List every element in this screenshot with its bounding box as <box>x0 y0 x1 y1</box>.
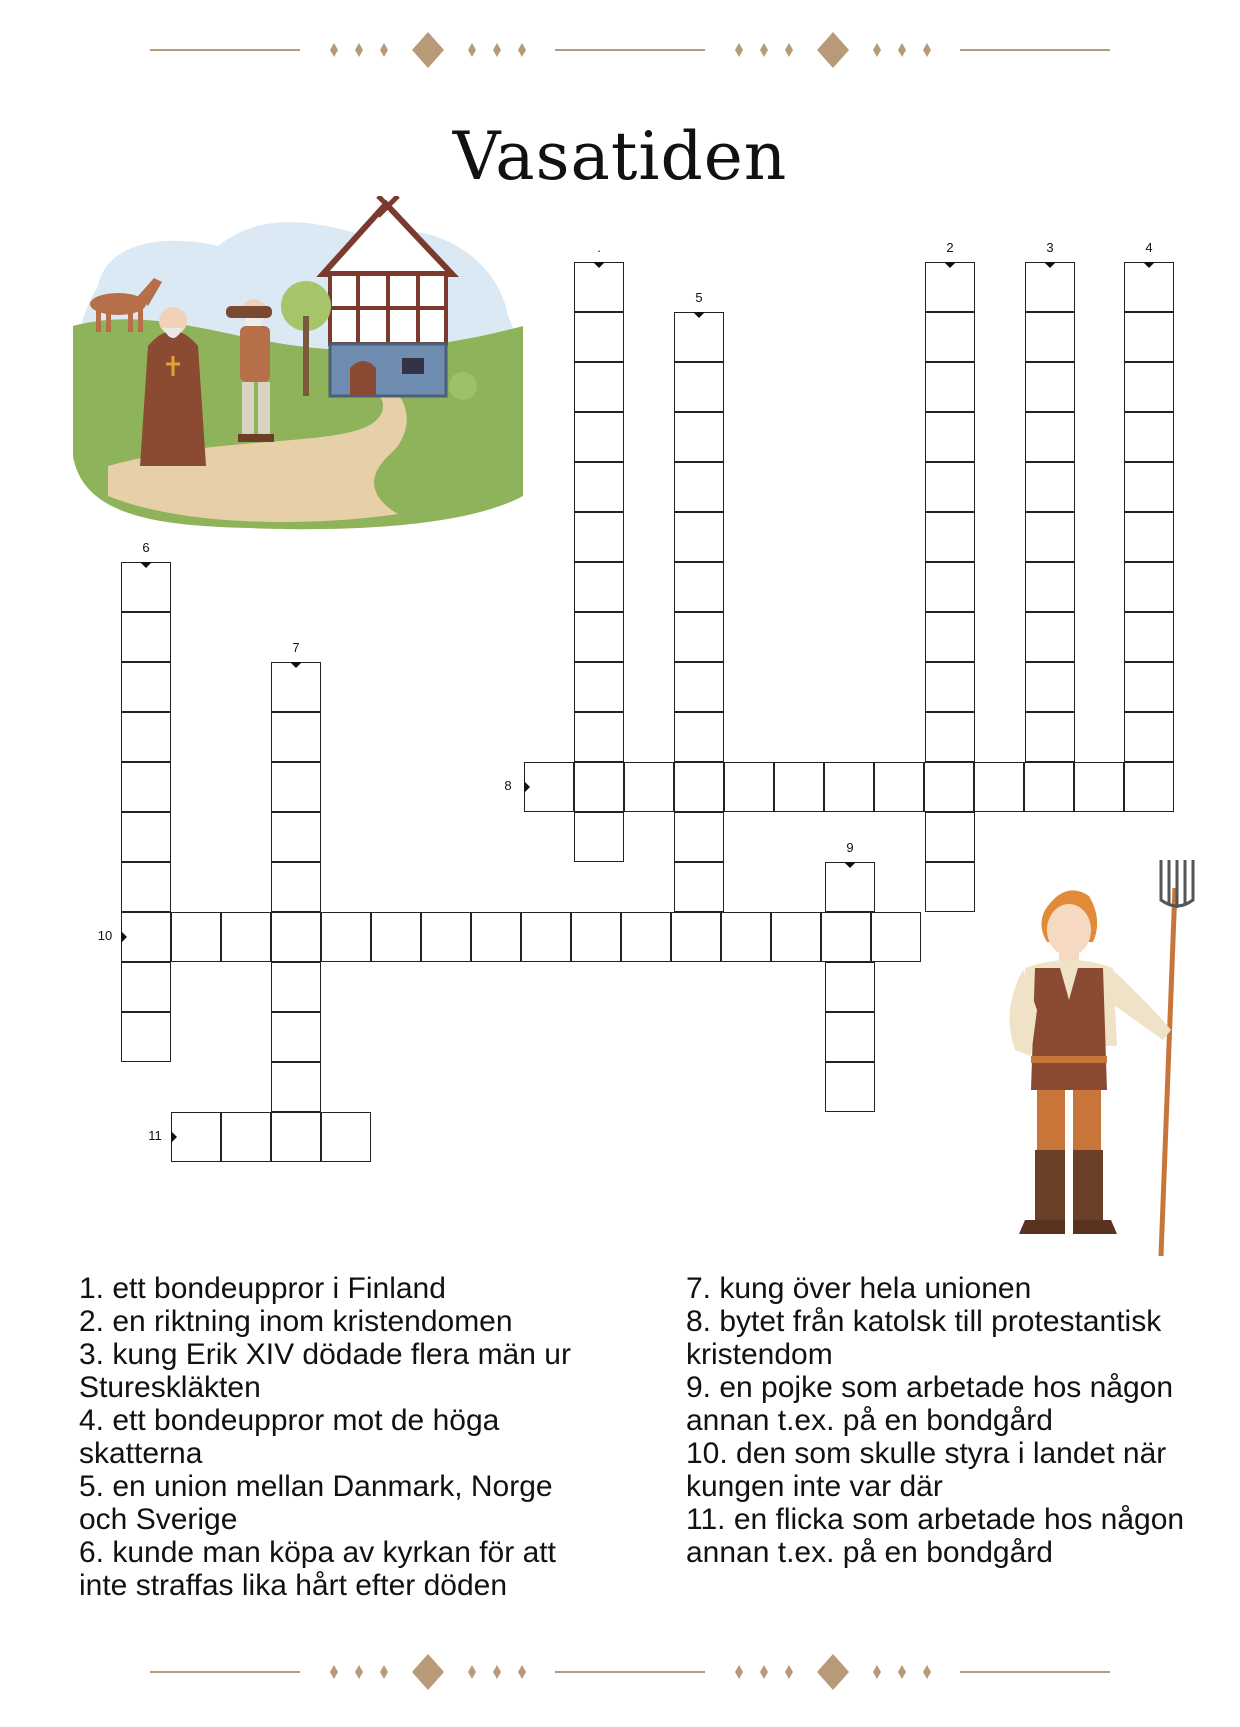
down-arrow-icon <box>593 262 605 268</box>
crossword-cell[interactable] <box>1025 612 1075 662</box>
clue-number-label: 6 <box>142 540 150 555</box>
crossword-cell[interactable] <box>925 562 975 612</box>
crossword-cell[interactable] <box>171 912 221 962</box>
crossword-cell[interactable] <box>471 912 521 962</box>
clue-number-label: 4 <box>1145 240 1153 255</box>
clue-1: 1. ett bondeuppror i Finland <box>79 1272 446 1305</box>
crossword-cell[interactable] <box>371 912 421 962</box>
clue-number-label: 8 <box>504 778 512 793</box>
crossword-cell[interactable] <box>571 912 621 962</box>
clue-4: 4. ett bondeuppror mot de höga skatterna <box>79 1404 500 1470</box>
right-arrow-icon <box>524 781 530 793</box>
clue-number-label: . <box>597 240 601 255</box>
crossword-cell[interactable] <box>271 862 321 912</box>
crossword-cell[interactable] <box>825 962 875 1012</box>
clue-5: 5. en union mellan Danmark, Norge och Sverige <box>79 1470 553 1536</box>
crossword-cell[interactable] <box>1124 362 1174 412</box>
crossword-cell[interactable] <box>1124 412 1174 462</box>
crossword-cell[interactable] <box>1025 712 1075 762</box>
crossword-cell[interactable] <box>574 312 624 362</box>
crossword-cell[interactable] <box>121 662 171 712</box>
crossword-cell[interactable] <box>271 1112 321 1162</box>
crossword-cell[interactable] <box>321 1112 371 1162</box>
crossword-cell[interactable] <box>1025 512 1075 562</box>
crossword-cell[interactable] <box>674 562 724 612</box>
crossword-cell[interactable] <box>221 1112 271 1162</box>
crossword-cell[interactable] <box>574 412 624 462</box>
crossword-cell[interactable] <box>271 762 321 812</box>
clue-number-label: 2 <box>946 240 954 255</box>
crossword-cell[interactable] <box>1124 312 1174 362</box>
clue-number-label: 11 <box>148 1128 162 1143</box>
crossword-cell[interactable] <box>1025 562 1075 612</box>
crossword-cell[interactable] <box>925 862 975 912</box>
crossword-cell[interactable] <box>624 762 674 812</box>
clue-number-label: 5 <box>695 290 703 305</box>
crossword-cell[interactable] <box>574 612 624 662</box>
crossword-cell[interactable] <box>1124 512 1174 562</box>
crossword-cell[interactable] <box>674 862 724 912</box>
crossword-cell[interactable] <box>121 712 171 762</box>
crossword-cell[interactable] <box>1124 712 1174 762</box>
crossword-cell[interactable] <box>674 612 724 662</box>
down-arrow-icon <box>844 862 856 868</box>
clue-number-label: 7 <box>292 640 300 655</box>
crossword-cell[interactable] <box>121 862 171 912</box>
down-arrow-icon <box>140 562 152 568</box>
crossword-cell[interactable] <box>974 762 1024 812</box>
crossword-cell[interactable] <box>574 562 624 612</box>
clue-9: 9. en pojke som arbetade hos någon annan t.ex. på en bondgård <box>686 1371 1174 1437</box>
crossword-cell[interactable] <box>1025 362 1075 412</box>
crossword-cell[interactable] <box>121 912 171 962</box>
down-arrow-icon <box>944 262 956 268</box>
crossword-cell[interactable] <box>121 612 171 662</box>
crossword-cell[interactable] <box>574 712 624 762</box>
clue-6: 6. kunde man köpa av kyrkan för att inte straffas lika hårt efter döden <box>79 1536 556 1602</box>
crossword-cell[interactable] <box>925 312 975 362</box>
clue-number-label: 9 <box>846 840 854 855</box>
crossword-cell[interactable] <box>674 812 724 862</box>
bottom-decorative-border <box>150 1652 1110 1692</box>
crossword-cell[interactable] <box>674 712 724 762</box>
crossword-cell[interactable] <box>925 612 975 662</box>
crossword-cell[interactable] <box>121 962 171 1012</box>
crossword-cell[interactable] <box>774 762 824 812</box>
crossword-cell[interactable] <box>574 462 624 512</box>
crossword-cell[interactable] <box>925 262 975 312</box>
right-arrow-icon <box>171 1131 177 1143</box>
crossword-cell[interactable] <box>271 912 321 962</box>
crossword-cell[interactable] <box>924 762 974 812</box>
crossword-cell[interactable] <box>925 812 975 862</box>
crossword-cell[interactable] <box>1025 412 1075 462</box>
crossword-cell[interactable] <box>271 1062 321 1112</box>
crossword-cell[interactable] <box>871 912 921 962</box>
crossword-cell[interactable] <box>825 862 875 912</box>
crossword-cell[interactable] <box>171 1112 221 1162</box>
crossword-cell[interactable] <box>821 912 871 962</box>
crossword-cell[interactable] <box>674 312 724 362</box>
crossword-cell[interactable] <box>271 962 321 1012</box>
clues-left-column <box>79 1272 599 1602</box>
down-arrow-icon <box>290 662 302 668</box>
crossword-cell[interactable] <box>1024 762 1074 812</box>
crossword-cell[interactable] <box>1124 462 1174 512</box>
crossword-cell[interactable] <box>724 762 774 812</box>
clues-right-column <box>686 1272 1206 1569</box>
crossword-cell[interactable] <box>674 462 724 512</box>
crossword-cell[interactable] <box>925 712 975 762</box>
right-arrow-icon <box>121 931 127 943</box>
crossword-cell[interactable] <box>1124 262 1174 312</box>
crossword-cell[interactable] <box>825 1012 875 1062</box>
clue-11: 11. en flicka som arbetade hos någon annan t.ex. på en bondgård <box>686 1503 1185 1569</box>
crossword-cell[interactable] <box>874 762 924 812</box>
crossword-cell[interactable] <box>271 662 321 712</box>
crossword-cell[interactable] <box>1074 762 1124 812</box>
crossword-cell[interactable] <box>574 362 624 412</box>
down-arrow-icon <box>693 312 705 318</box>
clue-2: 2. en riktning inom kristendomen <box>79 1305 513 1338</box>
crossword-cell[interactable] <box>271 812 321 862</box>
worksheet-title: Vasatiden <box>452 118 788 195</box>
crossword-cell[interactable] <box>674 512 724 562</box>
clue-7: 7. kung över hela unionen <box>686 1272 1032 1305</box>
crossword-cell[interactable] <box>121 812 171 862</box>
crossword-cell[interactable] <box>221 912 271 962</box>
crossword-cell[interactable] <box>674 662 724 712</box>
crossword-cell[interactable] <box>521 912 571 962</box>
crossword-cell[interactable] <box>271 1012 321 1062</box>
crossword-cell[interactable] <box>574 762 624 812</box>
crossword-cell[interactable] <box>1124 762 1174 812</box>
crossword-cell[interactable] <box>674 412 724 462</box>
crossword-cell[interactable] <box>925 512 975 562</box>
crossword-cell[interactable] <box>421 912 471 962</box>
down-arrow-icon <box>1044 262 1056 268</box>
crossword-cell[interactable] <box>1025 312 1075 362</box>
crossword-cell[interactable] <box>674 762 724 812</box>
down-arrow-icon <box>1143 262 1155 268</box>
crossword-cell[interactable] <box>721 912 771 962</box>
crossword-cell[interactable] <box>321 912 371 962</box>
crossword-cell[interactable] <box>825 1062 875 1112</box>
clue-number-label: 10 <box>97 928 113 943</box>
crossword-cell[interactable] <box>1025 262 1075 312</box>
crossword-cell[interactable] <box>925 662 975 712</box>
clue-number-label: 3 <box>1046 240 1054 255</box>
clue-10: 10. den som skulle styra i landet när kungen inte var där <box>686 1437 1167 1503</box>
crossword-cell[interactable] <box>1124 662 1174 712</box>
crossword-cell[interactable] <box>524 762 574 812</box>
clue-3: 3. kung Erik XIV dödade flera män ur Stureskläkten <box>79 1338 571 1404</box>
crossword-cell[interactable] <box>271 712 321 762</box>
clue-8: 8. bytet från katolsk till protestantisk kristendom <box>686 1305 1162 1371</box>
crossword-cell[interactable] <box>574 662 624 712</box>
crossword-cell[interactable] <box>674 362 724 412</box>
crossword-cell[interactable] <box>925 462 975 512</box>
crossword-cell[interactable] <box>121 762 171 812</box>
crossword-cell[interactable] <box>1124 562 1174 612</box>
crossword-cell[interactable] <box>1124 612 1174 662</box>
crossword-cell[interactable] <box>121 1012 171 1062</box>
crossword-cell[interactable] <box>1025 462 1075 512</box>
crossword-cell[interactable] <box>574 262 624 312</box>
crossword-cell[interactable] <box>574 812 624 862</box>
crossword-cell[interactable] <box>771 912 821 962</box>
crossword-cell[interactable] <box>824 762 874 812</box>
crossword-cell[interactable] <box>621 912 671 962</box>
crossword-cell[interactable] <box>121 562 171 612</box>
crossword-cell[interactable] <box>671 912 721 962</box>
crossword-cell[interactable] <box>1025 662 1075 712</box>
crossword-cell[interactable] <box>925 412 975 462</box>
crossword-cell[interactable] <box>925 362 975 412</box>
crossword-cell[interactable] <box>574 512 624 562</box>
